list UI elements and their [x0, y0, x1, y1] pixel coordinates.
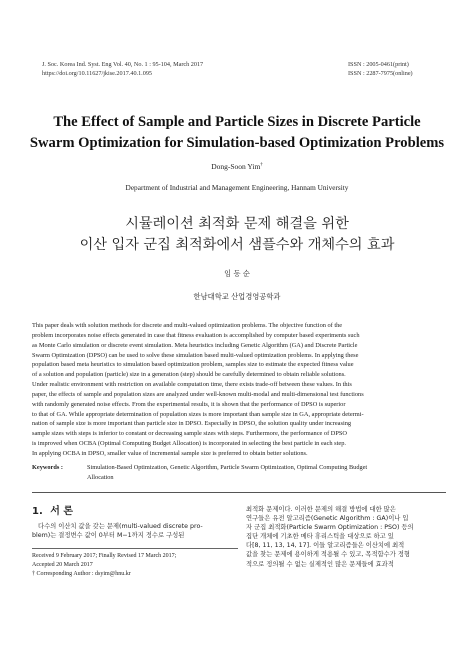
abstract-line: Under realistic environment with restriction on available computation time, there exists trade-off between these values. In this: [32, 381, 352, 389]
abstract-line: is improved when OCBA (Optimal Computing Budget Allocation) is incorporated in selecting the best particle in each step.: [32, 440, 346, 448]
section-number: 1.: [32, 506, 43, 517]
body-line: 집단 개체에 기초한 메타 휴리스틱을 대상으로 하고 있: [246, 533, 394, 541]
right-column-body: [246, 505, 452, 569]
abstract-line: This paper deals with solution methods for discrete and multi-valued optimization problems. The objective function of the: [32, 322, 343, 329]
abstract-line: population based meta heuristics to simulation based optimization problem, samples size to estimate the expected fitness value: [32, 361, 354, 369]
abstract-line: with randomly generated noise effects. From the experimental results, it is shown that the performance of DPSO is superior: [32, 400, 346, 408]
issn-online: ISSN : 2287-7975(online): [348, 70, 413, 77]
abstract-line: as Monte Carlo simulation or discrete event simulation. Meta heuristics including Genetic Algorithm (GA) and Discrete Particle: [32, 341, 358, 349]
section-heading: [32, 502, 73, 517]
abstract-line: paper, the effects of sample and population sizes are analyzed under well-known multi-modal and multi-dimensional test functions: [32, 390, 364, 398]
title-line-1: The Effect of Sample and Particle Sizes in Discrete Particle: [53, 114, 421, 130]
received-date: Received 9 February 2017; Finally Revised 17 March 2017;: [32, 553, 177, 559]
abstract-line: to that of GA. While appropriate determination of population sizes is more important than sample size in GA, appropriate determi-: [32, 410, 364, 418]
abstract-line: problem incorporates noise effects generated in case that fitness evaluation is accomplished by computer based experiments such: [32, 331, 360, 339]
abstract-line: nation of sample size is more important than particle size in DPSO. Especially in DPSO, the solution quality under increasing: [32, 420, 352, 428]
korean-title-line-2: 이산 입자 군집 최적화에서 샘플수와 개체수의 효과: [79, 237, 395, 253]
abstract-line: In applying OCBA in DPSO, smaller value of incremental sample size is preferred to obtain better solutions.: [32, 449, 308, 457]
dagger-icon: †: [32, 570, 35, 577]
section-title: 서 론: [50, 506, 74, 517]
corresponding-author-email[interactable]: Corresponding Author : dsyim@hnu.kr: [36, 570, 131, 577]
author: [0, 162, 474, 171]
footnote: [32, 552, 242, 578]
korean-affiliation: 한남대학교 산업경영공학과: [193, 292, 281, 301]
abstract-line: of a solution and population (particle) size in a generation (step) should be carefully determined to obtain reliable solutions.: [32, 371, 346, 379]
body-line: 다[8, 11, 13, 14, 17]. 이들 알고리즘들은 이산치에 최적: [246, 542, 405, 550]
author-name: Dong-Soon Yim: [211, 162, 261, 171]
body-line: 연구들은 유전 알고리즘(Genetic Algorithm : GA)이나 입: [246, 515, 409, 523]
keywords-label: Keywords :: [32, 464, 63, 471]
corresponding-author: [32, 570, 242, 579]
issn-block: [348, 60, 458, 78]
accepted-date: Accepted 20 March 2017: [32, 561, 93, 568]
doi-link[interactable]: https://doi.org/10.11627/jkise.2017.40.1.095: [42, 70, 153, 77]
footnote-divider: [32, 548, 238, 549]
left-column-body: [32, 522, 238, 540]
korean-title-line-1: 시뮬레이션 최적화 문제 해결을 위한: [125, 216, 349, 232]
korean-title: [0, 214, 474, 256]
korean-author: 임 동 순: [224, 269, 250, 278]
issn-print: ISSN : 2005-0461(print): [348, 61, 409, 68]
body-line: 최적화 문제이다. 이러한 문제의 해결 방법에 대한 많은: [246, 506, 396, 513]
section-divider: [32, 492, 446, 493]
affiliation: Department of Industrial and Management Engineering, Hannam University: [125, 183, 349, 192]
author-mark: †: [260, 162, 263, 168]
paper-title: [0, 112, 474, 154]
body-line: 다수의 이산치 값을 갖는 문제(multi-valued discrete pro-: [38, 523, 203, 530]
body-line: 적으로 정의될 수 없는 실제적인 많은 문제들에 효과적: [246, 560, 394, 568]
keywords: [32, 463, 446, 482]
body-line: 값을 찾는 문제에 용이하게 적용될 수 있고, 목적함수가 정형: [246, 551, 411, 559]
abstract-line: sample sizes with steps is inferior to constant or decreasing sample sizes with steps. Furthermore, the performance of DPSO: [32, 430, 347, 438]
keywords-line-2: Allocation: [87, 473, 114, 481]
title-line-2: Swarm Optimization for Simulation-based Optimization Problems: [29, 135, 445, 151]
keywords-line-1: Simulation-Based Optimization, Genetic Algorithm, Particle Swarm Optimization, Optimal Computing Budget: [87, 464, 368, 471]
body-line: 자 군집 최적화(Particle Swarm Optimization : PSO) 등의: [246, 524, 414, 532]
journal-citation: J. Soc. Korea Ind. Syst. Eng Vol. 40, No. 1 : 95-104, March 2017: [42, 61, 204, 68]
journal-header: [42, 60, 322, 78]
abstract-line: Swarm Optimization (DPSO) can be used to solve these simulation based multi-valued optimization problems. In applying these: [32, 351, 359, 359]
body-line: blem)는 결정변수 값이 0부터 M−1까지 정수로 구성된: [32, 532, 185, 540]
abstract: [32, 321, 446, 459]
